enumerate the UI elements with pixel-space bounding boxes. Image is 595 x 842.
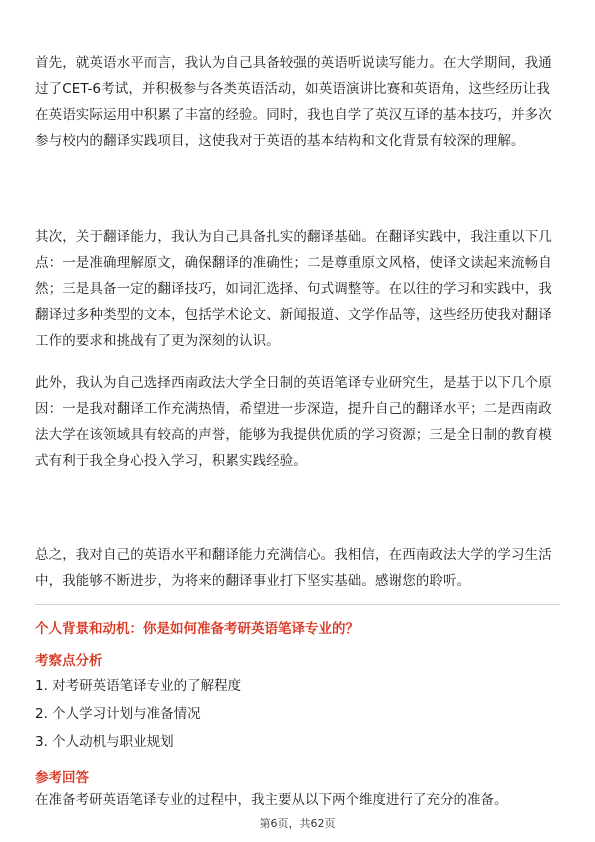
answer-title: 参考回答 <box>35 770 89 786</box>
paragraph-translation-ability: 其次，关于翻译能力，我认为自己具备扎实的翻译基础。在翻译实践中，我注重以下几点：一是准确理解原文，确保翻译的准确性；二是尊重原文风格，使译文读起来流畅自然；三是具备一定的翻译技巧，如词汇选择、句式调整等。在以往的学习和实践中，我翻译过多种类型的文本，包括学术论文、新闻报道、文学作品等，这些经历使我对翻译工作的要求和挑战有了更为深刻的认识。 <box>35 229 552 349</box>
question-heading: 个人背景和动机：你是如何准备考研英语笔译专业的？ <box>35 621 359 637</box>
paragraph-conclusion: 总之，我对自己的英语水平和翻译能力充满信心。我相信，在西南政法大学的学习生活中，我能够不断进步，为将来的翻译事业打下坚实基础。感谢您的聆听。 <box>35 547 552 589</box>
paragraph-school-choice: 此外，我认为自己选择西南政法大学全日制的英语笔译专业研究生，是基于以下几个原因：一是我对翻译工作充满热情，希望进一步深造，提升自己的翻译水平；二是西南政法大学在该领域具有较高的声誉，能够为我提供优质的学习资源；三是全日制的教育模式有利于我全身心投入学习，积累实践经验。 <box>35 375 552 469</box>
page-number: 第6页，共62页 <box>259 817 336 830</box>
answer-text: 在准备考研英语笔译专业的过程中，我主要从以下两个维度进行了充分的准备。 <box>35 792 508 808</box>
list-item: 1. 对考研英语笔译专业的了解程度 <box>35 678 242 694</box>
section-divider <box>35 604 560 605</box>
list-item: 3. 个人动机与职业规划 <box>35 734 174 750</box>
analysis-list <box>35 672 241 756</box>
paragraph-english-level: 首先，就英语水平而言，我认为自己具备较强的英语听说读写能力。在大学期间，我通过了CET-6考试，并积极参与各类英语活动，如英语演讲比赛和英语角，这些经历让我在英语实际运用中积累了丰富的经验。同时，我也自学了英汉互译的基本技巧，并多次参与校内的翻译实践项目，这使我对于英语的基本结构和文化背景有较深的理解。 <box>35 55 552 149</box>
list-item: 2. 个人学习计划与准备情况 <box>35 706 201 722</box>
analysis-title: 考察点分析 <box>35 653 103 669</box>
